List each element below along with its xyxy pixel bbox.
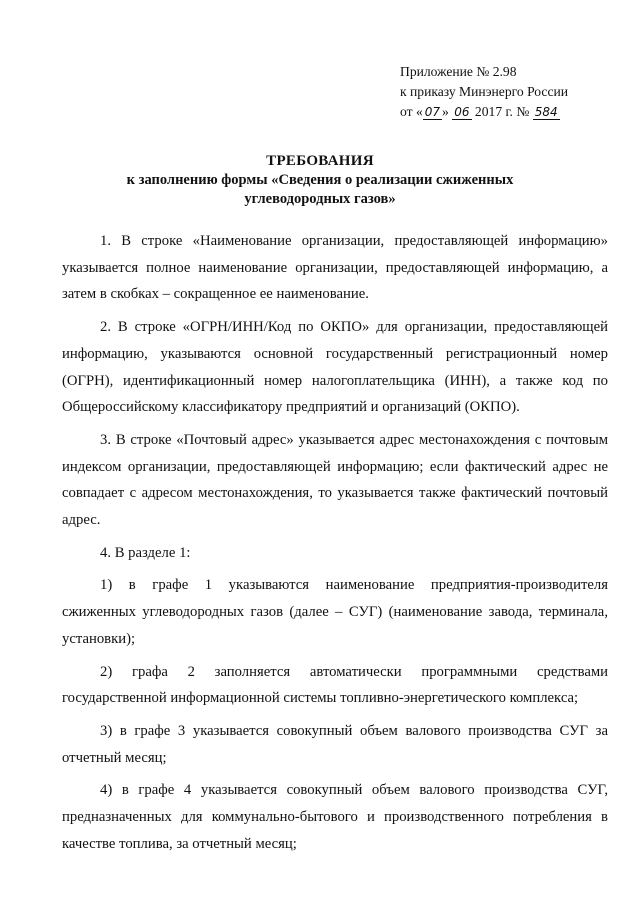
paragraph-3: 3. В строке «Почтовый адрес» указывается адрес местонахождения с почтовым индексом организации, предоставляющей информацию; если фактический адрес не совпадает с адресом местонахождения, то указывается также фактический почтовый адрес. [62,431,608,529]
appendix-header [400,62,600,122]
title-main: ТРЕБОВАНИЯ [266,153,374,169]
paragraph-2: 2. В строке «ОГРН/ИНН/Код по ОКПО» для организации, предоставляющей информацию, указываются основной государственный регистрационный номер (ОГРН), идентификационный номер налогоплательщика (ИНН), а также код по Общероссийскому классификатору предприятий и организаций (ОКПО). [62,319,608,416]
date-year: 2017 г. № [471,104,533,119]
title-line-3: углеводородных газов» [244,191,396,207]
order-reference: к приказу Минэнерго России [400,84,569,99]
handwritten-day: 07 [424,105,441,119]
document-body [62,228,608,863]
document-title [0,152,640,209]
handwritten-order-number: 584 [534,105,558,119]
paragraph-4: 4. В разделе 1: [100,544,191,561]
date-prefix: от « [400,104,423,119]
paragraph-1: 1. В строке «Наименование организации, предоставляющей информацию» указывается полное наименование организации, предоставляющей информацию, а затем в скобках – сокращенное ее наименование. [62,233,608,303]
handwritten-month: 06 [454,105,470,119]
paragraph-8: 4) в графе 4 указывается совокупный объем валового производства СУГ, предназначенных для коммунально-бытового и производственного потребления в качестве топлива, за отчетный месяц; [62,782,608,852]
date-mid: » [442,104,453,119]
appendix-number: Приложение № 2.98 [400,64,517,79]
title-line-2: к заполнению формы «Сведения о реализации сжиженных [126,172,514,188]
order-date-line [400,102,600,122]
paragraph-7: 3) в графе 3 указывается совокупный объем валового производства СУГ за отчетный месяц; [62,722,608,766]
paragraph-5: 1) в графе 1 указываются наименование предприятия-производителя сжиженных углеводородных газов (далее – СУГ) (наименование завода, терминала, установки); [62,577,608,647]
paragraph-6: 2) графа 2 заполняется автоматически программными средствами государственной информационной системы топливно-энергетического комплекса; [62,663,608,707]
